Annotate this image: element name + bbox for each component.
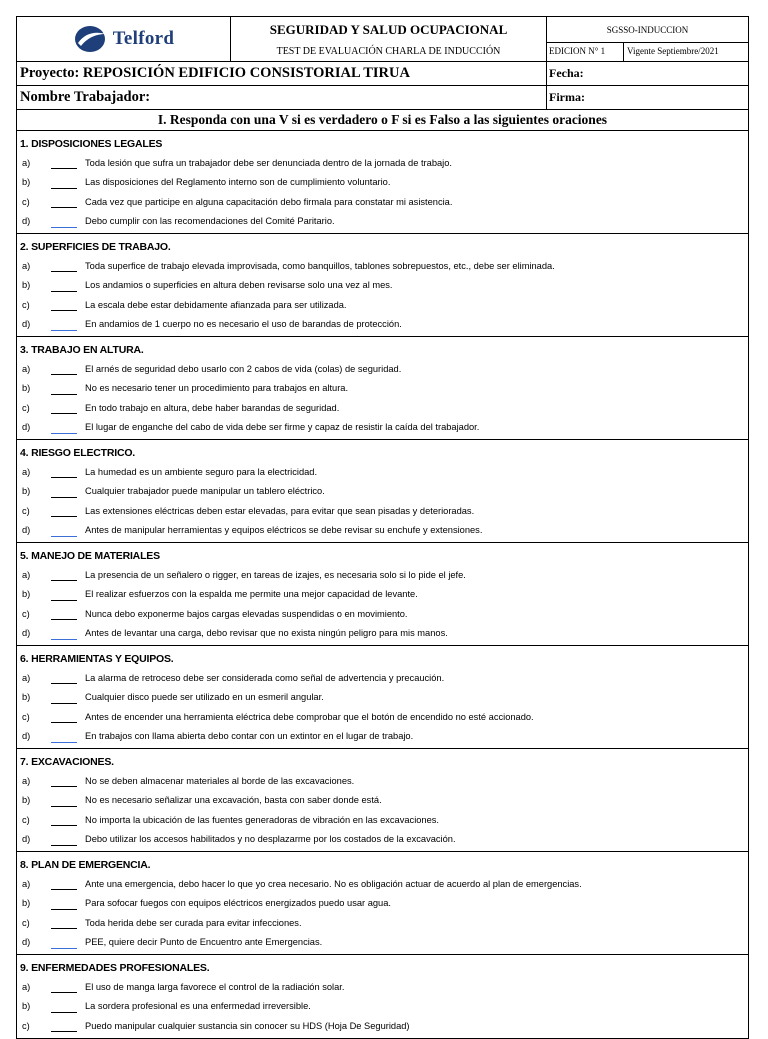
answer-blank[interactable] [51, 607, 77, 620]
section-title: 1. DISPOSICIONES LEGALES [20, 138, 163, 150]
question-item [17, 276, 748, 296]
question-section [17, 234, 748, 337]
question-item [17, 977, 748, 997]
answer-blank[interactable] [51, 936, 77, 949]
telford-logo-icon [73, 24, 109, 54]
answer-blank[interactable] [51, 195, 77, 208]
question-item [17, 212, 748, 232]
edition-number: EDICION N° 1 [547, 43, 624, 61]
answer-blank[interactable] [51, 568, 77, 581]
question-item [17, 462, 748, 482]
question-section [17, 337, 748, 440]
answer-blank[interactable] [51, 259, 77, 272]
answer-blank[interactable] [51, 627, 77, 640]
question-letter: c) [22, 814, 30, 825]
section-title: 2. SUPERFICIES DE TRABAJO. [20, 241, 171, 253]
section-title: 8. PLAN DE EMERGENCIA. [20, 859, 151, 871]
question-letter: a) [22, 157, 31, 168]
question-letter: a) [22, 466, 31, 477]
question-text: La presencia de un señalero o rigger, en tareas de izajes, es necesaria solo si lo pide el jefe. [85, 569, 466, 580]
signature-field[interactable]: Firma: [549, 90, 585, 104]
question-text: Debo utilizar los accesos habilitados y no desplazarme por los costados de la excavación. [85, 834, 456, 845]
question-letter: c) [22, 711, 30, 722]
question-item [17, 501, 748, 521]
question-letter: d) [22, 937, 31, 948]
answer-blank[interactable] [51, 671, 77, 684]
document-subtitle: TEST DE EVALUACIÓN CHARLA DE INDUCCIÓN [276, 46, 501, 57]
question-section [17, 749, 748, 852]
question-letter: c) [22, 608, 30, 619]
answer-blank[interactable] [51, 156, 77, 169]
question-letter: d) [22, 525, 31, 536]
question-item [17, 727, 748, 747]
question-text: El realizar esfuerzos con la espalda me permite una mejor capacidad de levante. [85, 589, 418, 600]
answer-blank[interactable] [51, 1019, 77, 1032]
question-section [17, 440, 748, 543]
project-row [17, 62, 748, 86]
answer-blank[interactable] [51, 465, 77, 478]
question-sections [17, 131, 748, 1039]
question-text: Las extensiones eléctricas deben estar elevadas, para evitar que sean pisadas y deterioradas. [85, 505, 475, 516]
question-letter: b) [22, 383, 31, 394]
question-letter: d) [22, 731, 31, 742]
question-text: Cualquier disco puede ser utilizado en un esmeril angular. [85, 692, 324, 703]
section-title: 9. ENFERMEDADES PROFESIONALES. [20, 962, 210, 974]
question-letter: a) [22, 775, 31, 786]
question-letter: b) [22, 177, 31, 188]
question-item [17, 359, 748, 379]
document-title: SEGURIDAD Y SALUD OCUPACIONAL [269, 22, 508, 37]
question-item [17, 315, 748, 335]
answer-blank[interactable] [51, 794, 77, 807]
question-item [17, 894, 748, 914]
answer-blank[interactable] [51, 279, 77, 292]
section-title: 7. EXCAVACIONES. [20, 756, 114, 768]
question-letter: c) [22, 299, 30, 310]
question-letter: d) [22, 422, 31, 433]
question-letter: b) [22, 898, 31, 909]
question-item [17, 192, 748, 212]
answer-blank[interactable] [51, 318, 77, 331]
question-text: Antes de levantar una carga, debo revisar que no exista ningún peligro para mis manos. [85, 628, 448, 639]
answer-blank[interactable] [51, 382, 77, 395]
question-item [17, 624, 748, 644]
question-letter: b) [22, 795, 31, 806]
question-item [17, 153, 748, 173]
question-letter: b) [22, 692, 31, 703]
question-text: En todo trabajo en altura, debe haber barandas de seguridad. [85, 402, 340, 413]
question-text: El lugar de enganche del cabo de vida debe ser firme y capaz de resistir la caída del trabajador. [85, 422, 480, 433]
question-item [17, 771, 748, 791]
date-field[interactable]: Fecha: [549, 66, 584, 80]
question-section [17, 955, 748, 1039]
question-item [17, 1016, 748, 1036]
question-text: La sordera profesional es una enfermedad irreversible. [85, 1001, 311, 1012]
answer-blank[interactable] [51, 916, 77, 929]
question-letter: a) [22, 569, 31, 580]
question-text: En trabajos con llama abierta debo contar con un extintor en el lugar de trabajo. [85, 731, 414, 742]
question-item [17, 585, 748, 605]
section-title: 6. HERRAMIENTAS Y EQUIPOS. [20, 653, 174, 665]
answer-blank[interactable] [51, 401, 77, 414]
question-text: La alarma de retroceso debe ser considerada como señal de advertencia y precaución. [85, 672, 445, 683]
section-title: 3. TRABAJO EN ALTURA. [20, 344, 144, 356]
question-text: En andamios de 1 cuerpo no es necesario el uso de barandas de protección. [85, 319, 402, 330]
question-text: Nunca debo exponerme bajos cargas elevadas suspendidas o en movimiento. [85, 608, 408, 619]
question-item [17, 707, 748, 727]
answer-blank[interactable] [51, 485, 77, 498]
question-letter: b) [22, 280, 31, 291]
question-letter: b) [22, 486, 31, 497]
question-text: Cada vez que participe en alguna capacitación debo firmala para constatar mi asistencia. [85, 196, 453, 207]
question-item [17, 482, 748, 502]
answer-blank[interactable] [51, 421, 77, 434]
question-item [17, 418, 748, 438]
question-item [17, 997, 748, 1017]
evaluation-form [16, 16, 749, 1039]
answer-blank[interactable] [51, 215, 77, 228]
question-section [17, 131, 748, 234]
question-text: La escala debe estar debidamente afianzada para ser utilizada. [85, 299, 347, 310]
question-text: Las disposiciones del Reglamento interno son de cumplimiento voluntario. [85, 177, 391, 188]
question-text: Ante una emergencia, debo hacer lo que yo crea necesario. No es obligación actuar de acuerdo al plan de emergencias. [85, 878, 582, 889]
question-item [17, 565, 748, 585]
question-item [17, 256, 748, 276]
question-letter: a) [22, 260, 31, 271]
company-logo [17, 17, 231, 61]
question-letter: c) [22, 196, 30, 207]
question-text: Debo cumplir con las recomendaciones del Comité Paritario. [85, 216, 335, 227]
question-item [17, 913, 748, 933]
question-letter: d) [22, 834, 31, 845]
question-text: Antes de encender una herramienta eléctrica debe comprobar que el botón de encendido no esté accionado. [85, 711, 534, 722]
answer-blank[interactable] [51, 833, 77, 846]
question-item [17, 810, 748, 830]
question-item [17, 830, 748, 850]
section-title: 4. RIESGO ELECTRICO. [20, 447, 136, 459]
question-text: Puedo manipular cualquier sustancia sin conocer su HDS (Hoja De Seguridad) [85, 1020, 410, 1031]
question-item [17, 398, 748, 418]
question-text: PEE, quiere decir Punto de Encuentro ante Emergencias. [85, 937, 323, 948]
question-text: No se deben almacenar materiales al borde de las excavaciones. [85, 775, 355, 786]
question-letter: b) [22, 1001, 31, 1012]
question-item [17, 295, 748, 315]
question-text: Toda herida debe ser curada para evitar infecciones. [85, 917, 302, 928]
instructions: I. Responda con una V si es verdadero o F si es Falso a las siguientes oraciones [17, 110, 748, 131]
question-item [17, 874, 748, 894]
question-item [17, 379, 748, 399]
question-letter: d) [22, 216, 31, 227]
question-section [17, 543, 748, 646]
question-letter: c) [22, 505, 30, 516]
title-cell [231, 17, 547, 61]
project-name: Proyecto: REPOSICIÓN EDIFICIO CONSISTORIAL TIRUA [17, 62, 547, 85]
answer-blank[interactable] [51, 730, 77, 743]
answer-blank[interactable] [51, 524, 77, 537]
question-text: No es necesario tener un procedimiento para trabajos en altura. [85, 383, 349, 394]
question-text: El uso de manga larga favorece el control de la radiación solar. [85, 981, 345, 992]
worker-row [17, 86, 748, 110]
logo-text: Telford [112, 28, 175, 49]
answer-blank[interactable] [51, 897, 77, 910]
question-text: Toda superfice de trabajo elevada improvisada, como banquillos, tablones sobrepuestos, etc., debe ser eliminada. [85, 260, 555, 271]
question-text: El arnés de seguridad debo usarlo con 2 cabos de vida (colas) de seguridad. [85, 363, 402, 374]
answer-blank[interactable] [51, 298, 77, 311]
answer-blank[interactable] [51, 813, 77, 826]
question-text: Para sofocar fuegos con equipos eléctricos energizados puedo usar agua. [85, 898, 391, 909]
question-item [17, 604, 748, 624]
validity-date: Vigente Septiembre/2021 [627, 46, 719, 56]
question-section [17, 852, 748, 955]
question-text: Toda lesión que sufra un trabajador debe ser denunciada dentro de la jornada de trabajo. [85, 157, 452, 168]
question-letter: a) [22, 878, 31, 889]
answer-blank[interactable] [51, 504, 77, 517]
question-section [17, 646, 748, 749]
question-letter: c) [22, 1020, 30, 1031]
question-letter: a) [22, 981, 31, 992]
question-item [17, 688, 748, 708]
answer-blank[interactable] [51, 362, 77, 375]
question-text: La humedad es un ambiente seguro para la electricidad. [85, 466, 318, 477]
answer-blank[interactable] [51, 1000, 77, 1013]
document-code: SGSSO-INDUCCION [547, 17, 748, 43]
form-header [17, 17, 748, 62]
code-cell [547, 17, 748, 61]
answer-blank[interactable] [51, 710, 77, 723]
question-item [17, 668, 748, 688]
answer-blank[interactable] [51, 774, 77, 787]
question-item [17, 173, 748, 193]
question-letter: a) [22, 363, 31, 374]
answer-blank[interactable] [51, 176, 77, 189]
question-text: Cualquier trabajador puede manipular un tablero eléctrico. [85, 486, 325, 497]
question-letter: c) [22, 917, 30, 928]
answer-blank[interactable] [51, 588, 77, 601]
section-title: 5. MANEJO DE MATERIALES [20, 550, 160, 562]
question-item [17, 791, 748, 811]
question-letter: d) [22, 628, 31, 639]
answer-blank[interactable] [51, 877, 77, 890]
question-text: Antes de manipular herramientas y equipos eléctricos se debe revisar su enchufe y extensiones. [85, 525, 483, 536]
question-letter: d) [22, 319, 31, 330]
question-letter: b) [22, 589, 31, 600]
question-text: No es necesario señalizar una excavación, basta con saber donde está. [85, 795, 382, 806]
answer-blank[interactable] [51, 980, 77, 993]
worker-name-field[interactable]: Nombre Trabajador: [17, 86, 547, 109]
question-item [17, 933, 748, 953]
question-letter: a) [22, 672, 31, 683]
answer-blank[interactable] [51, 691, 77, 704]
question-text: Los andamios o superficies en altura deben revisarse solo una vez al mes. [85, 280, 393, 291]
question-letter: c) [22, 402, 30, 413]
question-text: No importa la ubicación de las fuentes generadoras de vibración en las excavaciones. [85, 814, 440, 825]
question-item [17, 521, 748, 541]
